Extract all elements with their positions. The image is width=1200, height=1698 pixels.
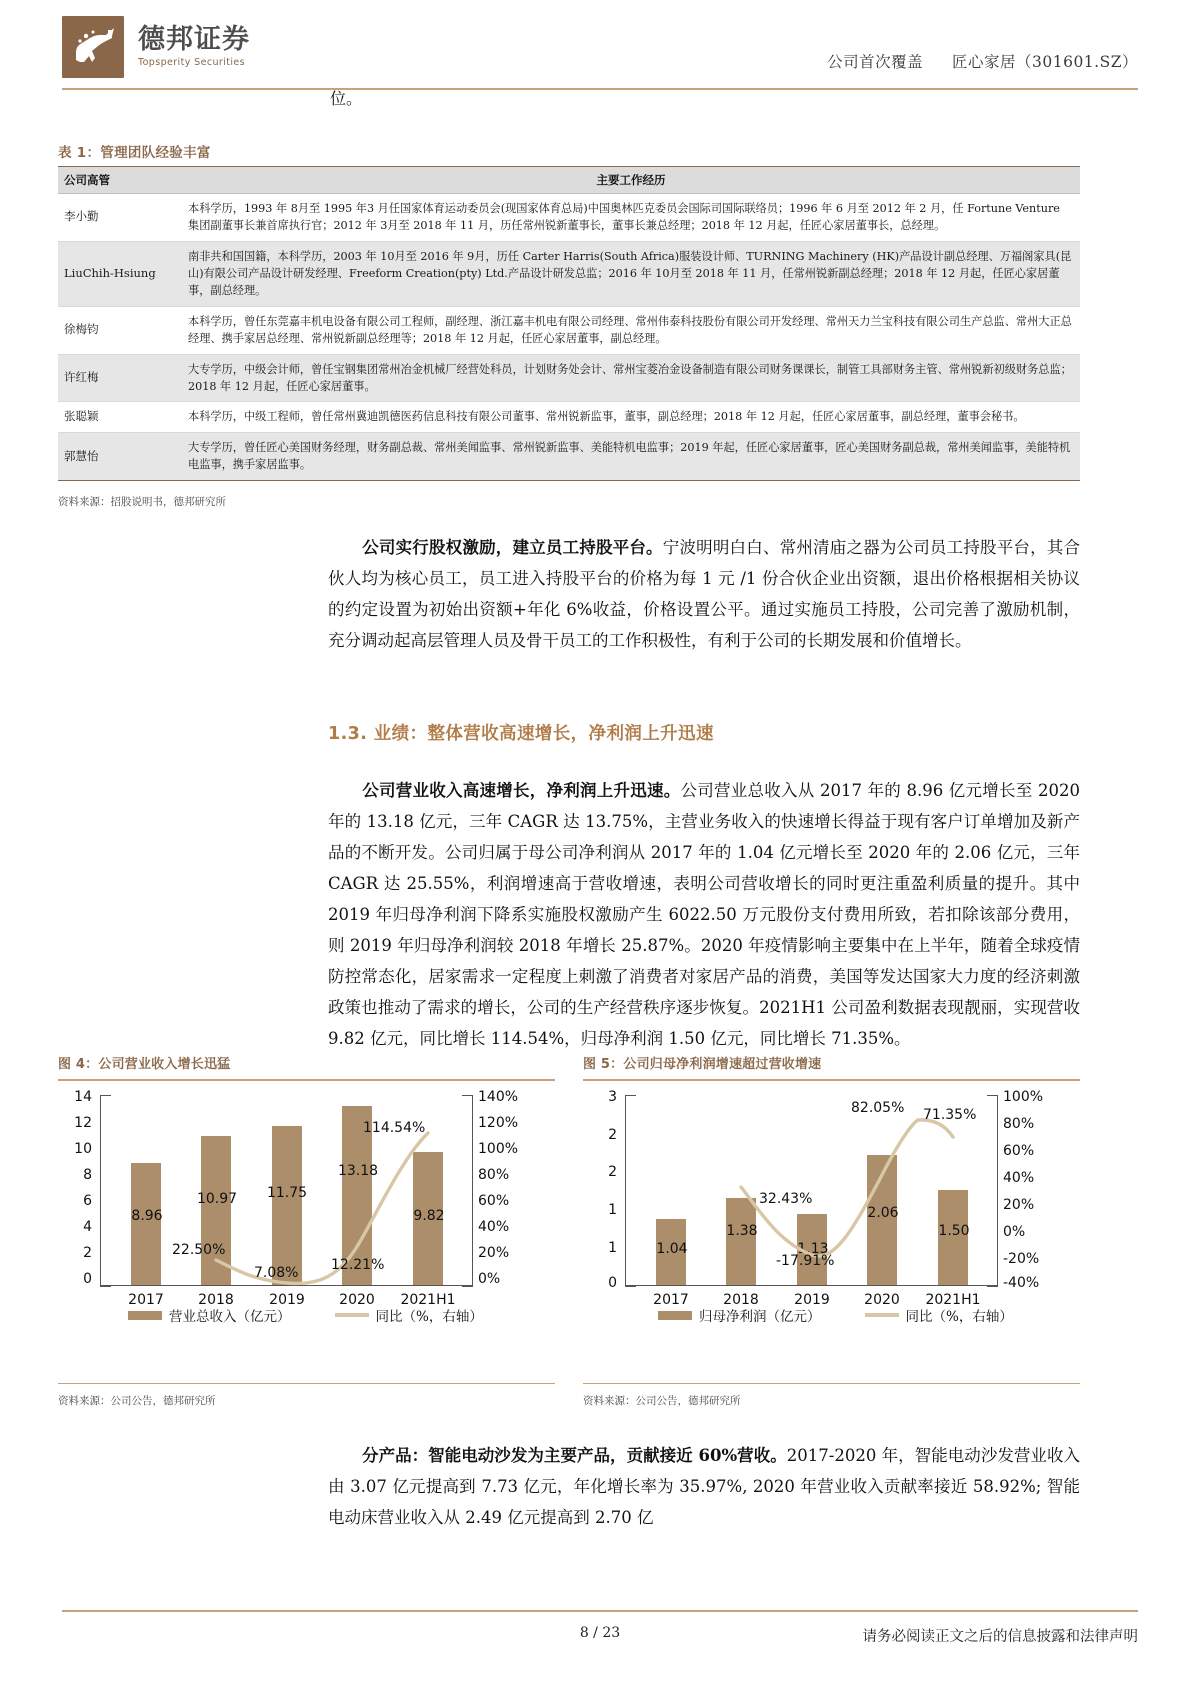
table-row	[58, 241, 1080, 306]
line-label-2019: -17.91%	[776, 1252, 835, 1269]
y-tick-left: 14	[74, 1088, 92, 1105]
footer-divider	[62, 1610, 1138, 1612]
y2-tick-right: 100%	[1003, 1088, 1044, 1105]
y-tick-left: 12	[74, 1114, 92, 1131]
x-tick-2021H1: 2021H1	[400, 1291, 456, 1308]
figure-4-bottom-rule	[58, 1383, 555, 1385]
bar-label-2017: 8.96	[131, 1207, 163, 1224]
y2-tick-right: 40%	[1003, 1169, 1035, 1186]
y-tick-left: 2	[608, 1126, 617, 1143]
y-tick-left: 1	[608, 1201, 617, 1218]
exec-bio: 南非共和国国籍，本科学历，2003 年 10月至 2016 年 9月，历任 Carter Harris(South Africa)服装设计师、TURNING Machinery (HK)产品设计副总经理、万福阁家具(昆山)有限公司产品设计研发经理、Freeform Creation(pty) Ltd.产品设计研发总监；2016 年 10月至 2018 年 11 月，任常州锐新副总经理；2018 年 12 月起，任匠心家居董事，副总经理。	[182, 241, 1080, 306]
figure-4	[58, 1053, 555, 1408]
legend-bar-swatch-icon	[658, 1311, 692, 1320]
y2-tick-right: 20%	[478, 1244, 510, 1261]
y-tick-left: 0	[608, 1274, 617, 1291]
exec-bio: 本科学历，中级工程师，曾任常州冀迪凯德医药信息科技有限公司董事、常州锐新监事，董事，副总经理；2018 年 12 月起，任匠心家居董事，副总经理，董事会秘书。	[182, 402, 1080, 433]
x-tick-2018: 2018	[723, 1291, 759, 1308]
bar-label-2018: 10.97	[196, 1190, 238, 1207]
figure-5-title: 图 5：公司归母净利润增速超过营收增速	[583, 1057, 822, 1072]
x-tick-2020: 2020	[339, 1291, 375, 1308]
legend-line-swatch-icon	[865, 1313, 899, 1317]
table-row	[58, 194, 1080, 242]
legend-line-label: 同比（%，右轴）	[905, 1309, 1013, 1325]
x-tick-2020: 2020	[864, 1291, 900, 1308]
brand-name-cn: 德邦证券	[138, 24, 250, 56]
table-row	[58, 354, 1080, 402]
table-row	[58, 402, 1080, 433]
brand-logo	[62, 16, 250, 78]
line-label-2021H1: 114.54%	[363, 1119, 426, 1136]
exec-name: 李小勤	[58, 194, 182, 242]
paragraph3-body: 2017-2020 年，智能电动沙发营业收入由 3.07 亿元提高到 7.73 亿元，年化增长率为 35.97%, 2020 年营业收入贡献率接近 58.92%; 智能电动床营业收入从 2.49 亿元提高到 2.70 亿	[328, 1446, 1080, 1527]
line-label-2018: 22.50%	[172, 1241, 226, 1258]
management-table	[58, 166, 1080, 481]
header-report-type: 公司首次覆盖	[827, 53, 924, 71]
y-tick-left: 3	[608, 1088, 617, 1105]
y-tick-left: 1	[608, 1239, 617, 1256]
bar-label-2021H1: 1.50	[938, 1222, 970, 1239]
footer-disclaimer: 请务必阅读正文之后的信息披露和法律声明	[862, 1629, 1138, 1645]
page-header	[0, 0, 1200, 96]
y-tick-left: 2	[83, 1244, 92, 1261]
line-label-2018: 32.43%	[759, 1190, 813, 1207]
brand-name-en: Topsperity Securities	[138, 57, 245, 69]
bar-label-2019: 11.75	[266, 1184, 308, 1201]
leopard-logo-icon	[62, 16, 124, 78]
y2-tick-right: 80%	[478, 1166, 510, 1183]
paragraph-performance	[328, 775, 1080, 1054]
y-tick-left: 10	[74, 1140, 92, 1157]
y2-tick-right: 100%	[478, 1140, 519, 1157]
table-source: 资料来源：招股说明书，德邦研究所	[58, 496, 226, 508]
y2-tick-right: 40%	[478, 1218, 510, 1235]
line-label-2020: 12.21%	[331, 1256, 385, 1273]
y2-tick-right: 120%	[478, 1114, 519, 1131]
y2-tick-right: -40%	[1003, 1274, 1040, 1291]
y2-tick-right: 0%	[1003, 1223, 1026, 1240]
figure-5-source: 资料来源：公司公告，德邦研究所	[583, 1395, 741, 1408]
x-tick-2021H1: 2021H1	[925, 1291, 981, 1308]
table-row	[58, 433, 1080, 481]
x-tick-2019: 2019	[794, 1291, 830, 1308]
line-label-2021H1: 71.35%	[923, 1106, 977, 1123]
header-report-info	[827, 50, 1138, 72]
exec-bio: 本科学历，曾任东莞嘉丰机电设备有限公司工程师，副经理、浙江嘉丰机电有限公司经理、常州伟泰科技股份有限公司开发经理、常州天力兰宝科技有限公司生产总监、常州大正总经理、携手家居总经理、常州锐新副总经理等；2018 年 12 月起，任匠心家居董事，副总经理。	[182, 306, 1080, 354]
bar-label-2018: 1.38	[726, 1222, 758, 1239]
section-heading-1-3: 1.3. 业绩：整体营收高速增长，净利润上升迅速	[328, 724, 714, 744]
paragraph-employee-equity	[328, 532, 1080, 656]
line-label-2020: 82.05%	[851, 1099, 905, 1116]
paragraph2-body: 公司营业总收入从 2017 年的 8.96 亿元增长至 2020 年的 13.18 亿元，三年 CAGR 达 13.75%，主营业务收入的快速增长得益于现有客户订单增加及新产品的不断开发。公司归属于母公司净利润从 2017 年的 1.04 亿元增长至 2020 年的 2.06 亿元，三年 CAGR 达 25.55%，利润增速高于营收增速，表明公司营收增长的同时更注重盈利质量的提升。其中 2019 年归母净利润下降系实施股权激励产生 6022.50 万元股份支付费用所致，若扣除该部分费用，则 2019 年归母净利润较 2018 年增长 25.87%。2020 年疫情影响主要集中在上半年，随着全球疫情防控常态化，居家需求一定程度上刺激了消费者对家居产品的消费，美国等发达国家大力度的经济刺激政策也推动了需求的增长，公司的生产经营秩序逐步恢复。2021H1 公司盈利数据表现靓丽，实现营收 9.82 亿元，同比增长 114.54%，归母净利润 1.50 亿元，同比增长 71.35%。	[328, 781, 1080, 1048]
table-caption: 表 1：管理团队经验丰富	[58, 145, 211, 161]
figure-5	[583, 1053, 1080, 1408]
paragraph-by-product	[328, 1440, 1080, 1533]
page-number: 8 / 23	[579, 1625, 621, 1641]
figure-5-top-rule	[583, 1079, 1080, 1081]
exec-bio: 大专学历，曾任匠心美国财务经理，财务副总裁、常州美闻监事、常州锐新监事、美能特机电监事；2019 年起，任匠心家居董事，匠心美国财务副总裁，常州美闻监事，美能特机电监事，携手家居监事。	[182, 433, 1080, 481]
legend-item-line	[865, 1305, 1013, 1325]
x-tick-2019: 2019	[269, 1291, 305, 1308]
table-col-name: 公司高管	[58, 167, 182, 194]
y2-tick-right: 60%	[1003, 1142, 1035, 1159]
y2-tick-right: 0%	[478, 1270, 501, 1287]
y-tick-left: 6	[83, 1192, 92, 1209]
bar-label-2020: 13.18	[337, 1162, 379, 1179]
exec-bio: 本科学历，1993 年 8月至 1995 年3 月任国家体育运动委员会(现国家体育总局)中国奥林匹克委员会国际司国际联络员；1996 年 6 月至 2012 年 2 月，任 Fortune Venture 集团副董事长兼首席执行官；2012 年 3月至 2018 年 11 月，历任常州锐新董事长，董事长兼总经理；2018 年 12 月起，任匠心家居董事长，总经理。	[182, 194, 1080, 242]
legend-line-label: 同比（%，右轴）	[375, 1309, 483, 1325]
paragraph2-lead: 公司营业收入高速增长，净利润上升迅速。	[362, 781, 681, 800]
y-tick-left: 2	[608, 1163, 617, 1180]
y2-tick-right: 140%	[478, 1088, 519, 1105]
exec-bio: 大专学历，中级会计师，曾任宝钢集团常州冶金机械厂经营处科员，计划财务处会计、常州宝菱冶金设备制造有限公司财务课课长，制管工具部财务主管、常州锐新初级财务总监；2018 年 12 月起，任匠心家居董事。	[182, 354, 1080, 402]
paragraph1-body: 宁波明明白白、常州清庙之器为公司员工持股平台，其合伙人均为核心员工，员工进入持股平台的价格为每 1 元 /1 份合伙企业出资额，退出价格根据相关协议的约定设置为初始出资额+年化 6%收益，价格设置公平。通过实施员工持股，公司完善了激励机制，充分调动起高层管理人员及骨干员工的工作积极性，有利于公司的长期发展和价值增长。	[328, 538, 1081, 650]
bar-label-2019: 1.13	[797, 1240, 829, 1257]
exec-name: 徐梅钧	[58, 306, 182, 354]
exec-name: 许红梅	[58, 354, 182, 402]
figure-4-top-rule	[58, 1079, 555, 1081]
figure-5-legend	[658, 1305, 1013, 1325]
y2-tick-right: 80%	[1003, 1115, 1035, 1132]
y2-tick-right: 20%	[1003, 1196, 1035, 1213]
exec-name: 郭慧怡	[58, 433, 182, 481]
paragraph1-lead: 公司实行股权激励，建立员工持股平台。	[362, 538, 663, 557]
x-tick-2018: 2018	[198, 1291, 234, 1308]
continuation-text: 位。	[330, 89, 363, 108]
legend-item-line	[335, 1305, 483, 1325]
figure-4-source: 资料来源：公司公告，德邦研究所	[58, 1395, 216, 1408]
legend-line-swatch-icon	[335, 1313, 369, 1317]
line-label-2019: 7.08%	[254, 1264, 299, 1281]
legend-bar-label: 营业总收入（亿元）	[169, 1309, 291, 1325]
figure-4-chart	[58, 1088, 555, 1323]
y-tick-left: 0	[83, 1270, 92, 1287]
header-company: 匠心家居（301601.SZ）	[952, 53, 1138, 71]
legend-item-bar	[128, 1305, 291, 1325]
x-tick-2017: 2017	[653, 1291, 689, 1308]
bar-label-2020: 2.06	[867, 1204, 899, 1221]
y2-tick-right: 60%	[478, 1192, 510, 1209]
bar-label-2017: 1.04	[656, 1240, 688, 1257]
table-header-row	[58, 167, 1080, 194]
legend-bar-swatch-icon	[128, 1311, 162, 1320]
figure-5-chart	[583, 1088, 1080, 1323]
x-tick-2017: 2017	[128, 1291, 164, 1308]
figure-4-title: 图 4：公司营业收入增长迅猛	[58, 1057, 231, 1072]
legend-item-bar	[658, 1305, 821, 1325]
legend-bar-label: 归母净利润（亿元）	[699, 1309, 821, 1325]
exec-name: 张聪颖	[58, 402, 182, 433]
y2-tick-right: -20%	[1003, 1250, 1040, 1267]
y-tick-left: 4	[83, 1218, 92, 1235]
table-col-bio: 主要工作经历	[182, 167, 1080, 194]
table-row	[58, 306, 1080, 354]
bar-label-2021H1: 9.82	[413, 1207, 445, 1224]
figure-5-bottom-rule	[583, 1383, 1080, 1385]
paragraph3-lead: 分产品：智能电动沙发为主要产品，贡献接近 60%营收。	[362, 1446, 787, 1465]
y-tick-left: 8	[83, 1166, 92, 1183]
figure-4-legend	[128, 1305, 483, 1325]
header-divider	[62, 88, 1138, 90]
exec-name: LiuChih-Hsiung	[58, 241, 182, 306]
